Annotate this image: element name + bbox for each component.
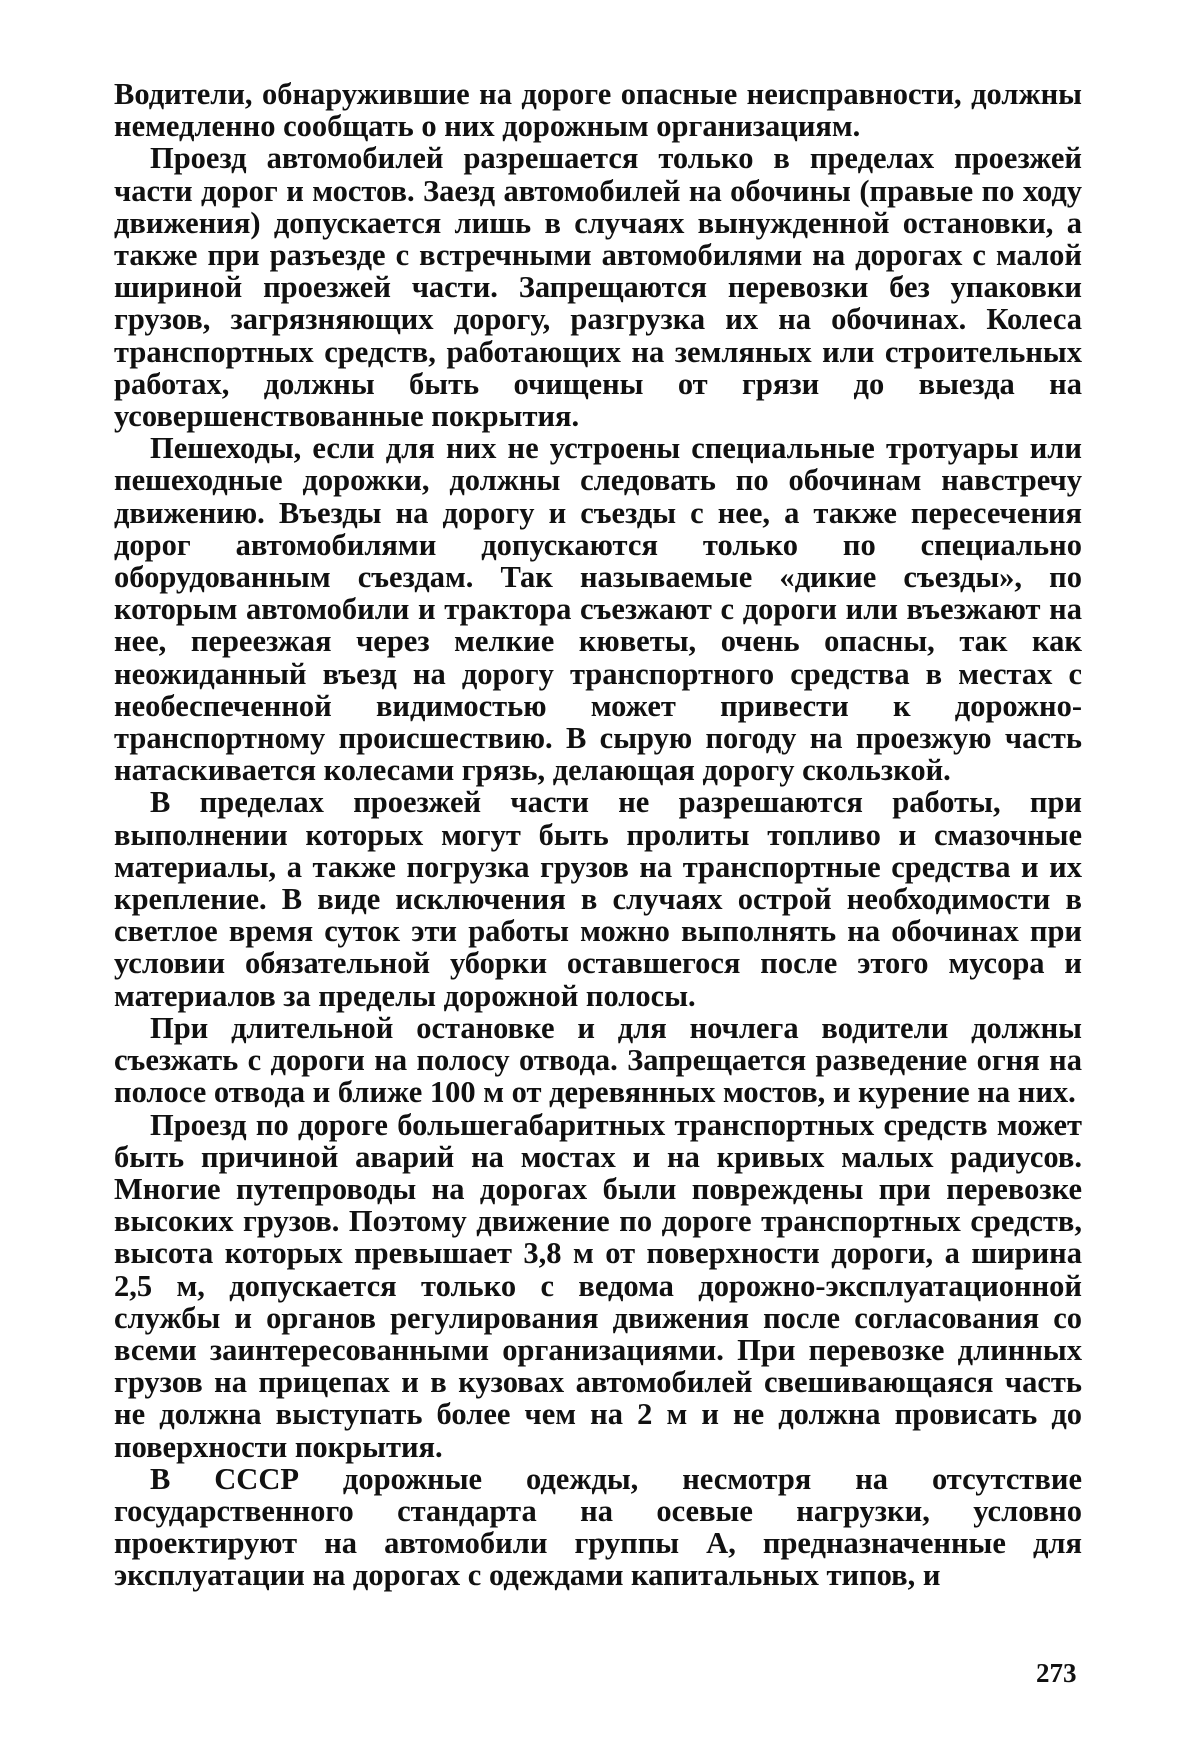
paragraph-2: Проезд автомобилей разрешается только в пределах проезжей части дорог и мостов. Заезд автомобилей на обочины (правые по ходу движения) допускается лишь в случаях вынужденной остановки, а также при разъезде с встречными автомобилями на дорогах с малой шириной проезжей части. Запрещаются перевозки без упаковки грузов, загрязняющих дорогу, разгрузка их на обочинах. Колеса транспортных средств, работающих на земляных или строительных работах, должны быть очищены от грязи до выезда на усовершенствованные покрытия. — [114, 141, 1082, 434]
paragraph-4: В пределах проезжей части не разрешаются работы, при выполнении которых могут быть пролиты топливо и смазочные материалы, а также погрузка грузов на транспортные средства и их крепление. В виде исключения в случаях острой необходимости в светлое время суток эти работы можно выполнять на обочинах при условии обязательной уборки оставшегося после этого мусора и материалов за пределы дорожной полосы. — [114, 785, 1082, 1013]
paragraph-1: Водители, обнаружившие на дороге опасные неисправности, должны немедленно сообщать о них дорожным организациям. — [114, 77, 1082, 144]
paragraph-6: Проезд по дороге большегабаритных транспортных средств может быть причиной аварий на мостах и на кривых малых радиусов. Многие путепроводы на дорогах были повреждены при перевозке высоких грузов. Поэтому движение по дороге транспортных средств, высота которых превышает 3,8 м от поверхности дороги, а ширина 2,5 м, допускается только с ведома дорожно-эксплуатационной службы и органов регулирования движения после согласования со всеми заинтересованными организациями. При перевозке длинных грузов на прицепах и в кузовах автомобилей свешивающаяся часть не должна выступать более чем на 2 м и не должна провисать до поверхности покрытия. — [114, 1107, 1082, 1464]
body-text — [114, 78, 1082, 1592]
paragraph-7: В СССР дорожные одежды, несмотря на отсутствие государственного стандарта на осевые нагрузки, условно проектируют на автомобили группы А, предназначенные для эксплуатации на дорогах с одеждами капитальных типов, и — [114, 1461, 1082, 1593]
page-number: 273 — [1036, 1658, 1077, 1688]
paragraph-5: При длительной остановке и для ночлега водители должны съезжать с дороги на полосу отвода. Запрещается разведение огня на полосе отвода и ближе 100 м от деревянных мостов, и курение на них. — [114, 1010, 1082, 1110]
paragraph-3: Пешеходы, если для них не устроены специальные тротуары или пешеходные дорожки, должны следовать по обочинам навстречу движению. Въезды на дорогу и съезды с нее, а также пересечения дорог автомобилями допускаются только по специально оборудованным съездам. Так называемые «дикие съезды», по которым автомобили и трактора съезжают с дороги или въезжают на нее, переезжая через мелкие кюветы, очень опасны, так как неожиданный въезд на дорогу транспортного средства в местах с необеспеченной видимостью может привести к дорожно-транспортному происшествию. В сырую погоду на проезжую часть натаскивается колесами грязь, делающая дорогу скользкой. — [114, 431, 1082, 788]
